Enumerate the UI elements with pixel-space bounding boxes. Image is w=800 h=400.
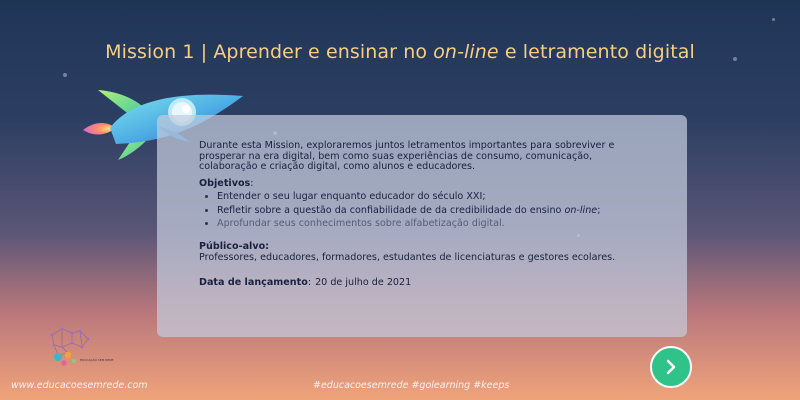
audience-text: Professores, educadores, formadores, estudantes de licenciaturas e gestores ecolares.	[199, 251, 616, 263]
list-item: • Refletir sobre a questão da confiabilidade de da credibilidade do ensino on-line;	[217, 205, 639, 216]
next-button[interactable]	[650, 346, 692, 388]
brain-network-logo	[44, 323, 114, 371]
objectives-heading: Objetivos:	[199, 177, 254, 189]
launch-date-value: 20 de julho de 2021	[315, 277, 412, 289]
page-title: Mission 1 | Aprender e ensinar no on-line e letramento digital	[105, 41, 695, 63]
list-item: • Aprofundar seus conhecimentos sobre alfabetização digital.	[217, 218, 639, 229]
objectives-list	[199, 191, 639, 229]
star-decoration	[63, 73, 67, 77]
list-item: • Entender o seu lugar enquanto educador do século XXI;	[217, 191, 639, 202]
logo-caption: EDUCAÇÃO SEM REDE	[80, 358, 114, 362]
audience-heading: Público-alvo:	[199, 241, 270, 253]
launch-date: Data de lançamento: 20 de julho de 2021	[199, 277, 412, 289]
star-decoration	[772, 18, 775, 21]
mission-info-card	[157, 115, 687, 337]
hashtags-text: #educacoesemrede #golearning #keeps	[313, 380, 510, 391]
website-link[interactable]: www.educacoesemrede.com	[11, 380, 148, 391]
chevron-right-icon	[663, 359, 679, 375]
mission-intro: Durante esta Mission, exploraremos juntos letramentos importantes para sobreviver e prosperar na era digital, bem como suas experiências de consumo, comunicação, colaboração e criação digital, como alunos e educadores.	[199, 140, 615, 173]
